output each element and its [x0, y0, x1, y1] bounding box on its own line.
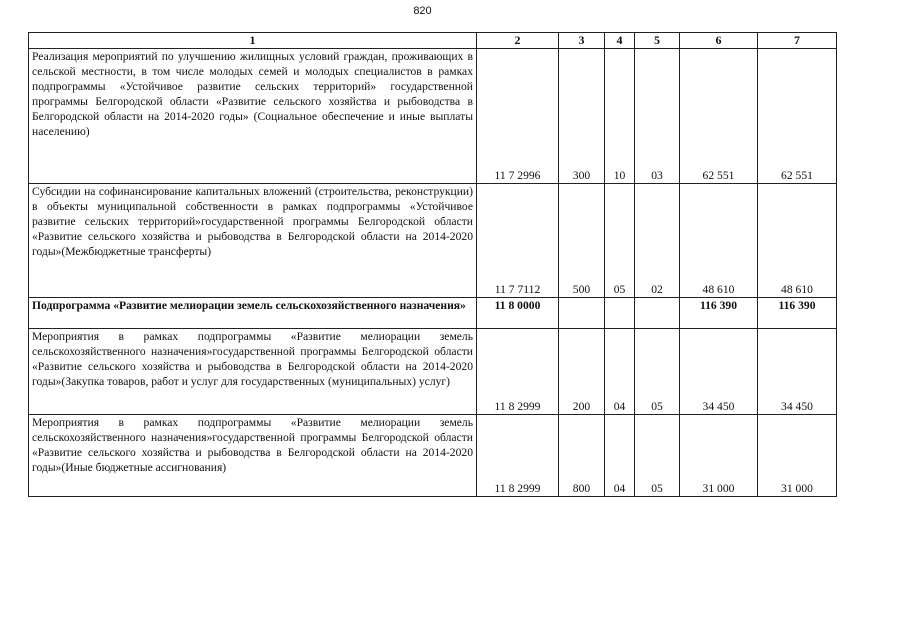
- column-header: 5: [635, 33, 680, 49]
- expense-type-code: 200: [559, 329, 605, 415]
- subsection-code: 03: [635, 49, 680, 184]
- target-article-code: 11 8 2999: [477, 329, 559, 415]
- column-header: 6: [680, 33, 758, 49]
- amount-value: 31 000: [680, 415, 758, 497]
- column-header: 1: [29, 33, 477, 49]
- amount-value: 62 551: [758, 49, 837, 184]
- target-article-code: 11 7 7112: [477, 184, 559, 298]
- table-row: [29, 329, 837, 415]
- subsection-code: 05: [635, 329, 680, 415]
- column-header: 3: [559, 33, 605, 49]
- amount-value: 116 390: [758, 298, 837, 329]
- table-header-row: [29, 33, 837, 49]
- expense-type-code: 500: [559, 184, 605, 298]
- column-header: 7: [758, 33, 837, 49]
- expense-type-code: 300: [559, 49, 605, 184]
- column-header: 2: [477, 33, 559, 49]
- section-code: 04: [605, 415, 635, 497]
- amount-value: 116 390: [680, 298, 758, 329]
- expense-type-code: [559, 298, 605, 329]
- section-code: [605, 298, 635, 329]
- row-description: Мероприятия в рамках подпрограммы «Развитие мелиорации земель сельскохозяйственного назначения»государственной программы Белгородской области «Развитие сельского хозяйства и рыбоводства в Белгородской области на 2014-2020 годы»(Закупка товаров, работ и услуг для государственных (муниципальных) услуг): [29, 329, 477, 415]
- column-header: 4: [605, 33, 635, 49]
- amount-value: 48 610: [680, 184, 758, 298]
- section-code: 04: [605, 329, 635, 415]
- row-description: Субсидии на софинансирование капитальных вложений (строительства, реконструкции) в объекты муниципальной собственности в рамках подпрограммы «Устойчивое развитие сельских территорий»государственной программы Белгородской области «Развитие сельского хозяйства и рыбоводства в Белгородской области на 2014-2020 годы»(Межбюджетные трансферты): [29, 184, 477, 298]
- amount-value: 31 000: [758, 415, 837, 497]
- amount-value: 34 450: [680, 329, 758, 415]
- amount-value: 34 450: [758, 329, 837, 415]
- section-code: 10: [605, 49, 635, 184]
- target-article-code: 11 7 2996: [477, 49, 559, 184]
- subsection-code: 05: [635, 415, 680, 497]
- page-number: 820: [413, 5, 432, 17]
- budget-table: [28, 32, 837, 497]
- row-description: Реализация мероприятий по улучшению жилищных условий граждан, проживающих в сельской местности, в том числе молодых семей и молодых специалистов в рамках подпрограммы «Устойчивое развитие сельских территорий» государственной программы Белгородской области «Развитие сельского хозяйства и рыбоводства в Белгородской области на 2014-2020 годы» (Социальное обеспечение и иные выплаты населению): [29, 49, 477, 184]
- row-description: Мероприятия в рамках подпрограммы «Развитие мелиорации земель сельскохозяйственного назначения»государственной программы Белгородской области «Развитие сельского хозяйства и рыбоводства в Белгородской области на 2014-2020 годы»(Иные бюджетные ассигнования): [29, 415, 477, 497]
- table-row: [29, 49, 837, 184]
- expense-type-code: 800: [559, 415, 605, 497]
- target-article-code: 11 8 2999: [477, 415, 559, 497]
- table-row: [29, 415, 837, 497]
- row-description: Подпрограмма «Развитие мелиорации земель сельскохозяйственного назначения»: [29, 298, 477, 329]
- amount-value: 48 610: [758, 184, 837, 298]
- section-code: 05: [605, 184, 635, 298]
- table-row: [29, 184, 837, 298]
- amount-value: 62 551: [680, 49, 758, 184]
- subsection-code: [635, 298, 680, 329]
- subsection-code: 02: [635, 184, 680, 298]
- table-row-subtotal: [29, 298, 837, 329]
- target-article-code: 11 8 0000: [477, 298, 559, 329]
